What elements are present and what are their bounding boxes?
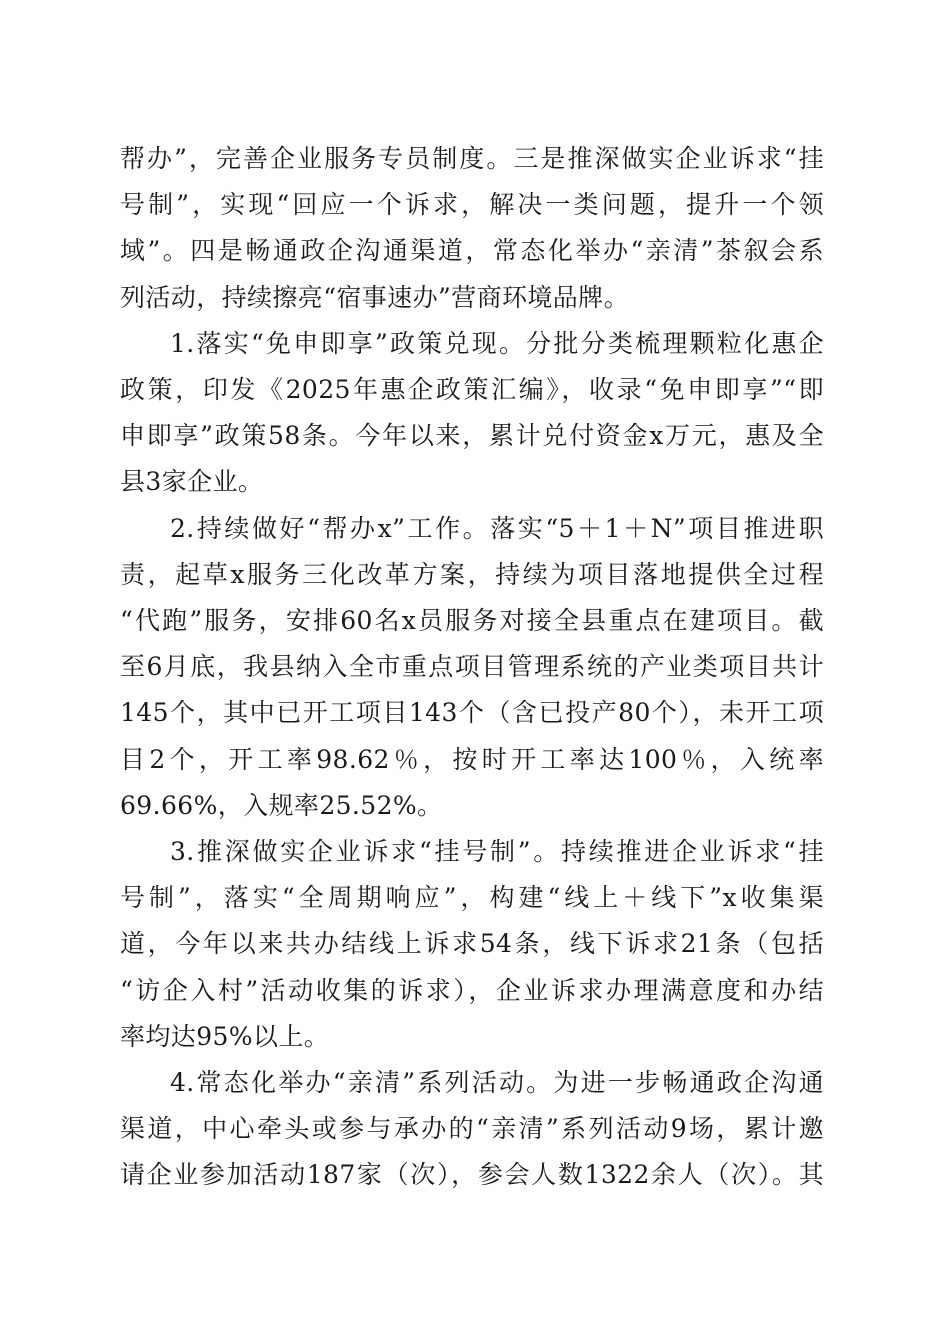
text-line: 道，今年以来共办结线上诉求54条，线下诉求21条（包括	[120, 929, 824, 959]
text-line: 3.推深做实企业诉求“挂号制”。持续推进企业诉求“挂	[170, 837, 824, 867]
text-line: 目2个，开工率98.62％，按时开工率达100％，入统率	[120, 744, 824, 774]
text-line: 4.常态化举办“亲清”系列活动。为进一步畅通政企沟通	[170, 1068, 824, 1098]
paragraph-item-4	[120, 1060, 824, 1199]
text-line: 责，起草x服务三化改革方案，持续为项目落地提供全过程	[120, 559, 824, 589]
text-line: 号制”，落实“全周期响应”，构建“线上＋线下”x收集渠	[120, 883, 824, 913]
paragraph-item-2	[120, 506, 824, 829]
text-line: 69.66%，入规率25.52%。	[120, 790, 443, 820]
text-line: 率均达95%以上。	[120, 1021, 330, 1051]
paragraph-intro	[120, 136, 824, 321]
text-line: “访企入村”活动收集的诉求），企业诉求办理满意度和办结	[120, 975, 824, 1005]
paragraph-item-1	[120, 321, 824, 506]
document-body	[120, 136, 824, 1199]
text-line: 申即享”政策58条。今年以来，累计兑付资金x万元，惠及全	[120, 421, 824, 451]
text-line: 2.持续做好“帮办x”工作。落实“5＋1＋N”项目推进职	[170, 513, 824, 543]
text-line: 县3家企业。	[120, 467, 264, 497]
text-line: 至6月底，我县纳入全市重点项目管理系统的产业类项目共计	[120, 652, 824, 682]
text-line: 号制”，实现“回应一个诉求，解决一类问题，提升一个领	[120, 190, 824, 220]
text-line: 政策，印发《2025年惠企政策汇编》，收录“免申即享”“即	[120, 375, 824, 405]
text-line: 帮办”，完善企业服务专员制度。三是推深做实企业诉求“挂	[120, 144, 824, 173]
text-line: 列活动，持续擦亮“宿事速办”营商环境品牌。	[120, 282, 629, 312]
text-line: 145个，其中已开工项目143个（含已投产80个），未开工项	[120, 698, 824, 728]
text-line: 请企业参加活动187家（次），参会人数1322余人（次）。其	[120, 1160, 824, 1190]
text-line: 渠道，中心牵头或参与承办的“亲清”系列活动9场，累计邀	[120, 1114, 824, 1144]
text-line: “代跑”服务，安排60名x员服务对接全县重点在建项目。截	[120, 606, 824, 636]
text-line: 1.落实“免申即享”政策兑现。分批分类梳理颗粒化惠企	[170, 328, 824, 358]
paragraph-item-3	[120, 829, 824, 1060]
text-line: 域”。四是畅通政企沟通渠道，常态化举办“亲清”茶叙会系	[120, 236, 824, 266]
